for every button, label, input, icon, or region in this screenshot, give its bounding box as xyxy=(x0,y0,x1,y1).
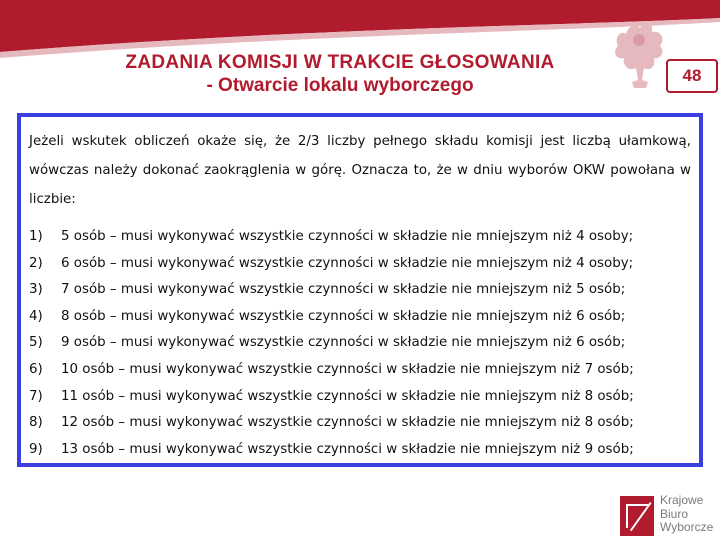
item-number: 7) xyxy=(29,388,43,404)
list-item xyxy=(29,304,691,331)
item-number: 3) xyxy=(29,282,43,298)
item-text: 10 osób – musi wykonywać wszystkie czynności w składzie nie mniejszym niż 7 osób; xyxy=(61,361,634,377)
item-text: 12 osób – musi wykonywać wszystkie czynności w składzie nie mniejszym niż 8 osób; xyxy=(61,415,634,431)
list-item xyxy=(29,251,691,278)
logo-line-1: Krajowe xyxy=(660,493,704,507)
logo-line-3: Wyborcze xyxy=(660,520,714,534)
list-item xyxy=(29,384,691,411)
list-item xyxy=(29,277,691,304)
item-number: 4) xyxy=(29,308,43,324)
item-text: 7 osób – musi wykonywać wszystkie czynności w składzie nie mniejszym niż 5 osób; xyxy=(61,282,626,298)
logo-line-2: Biuro xyxy=(660,506,689,521)
item-text: 13 osób – musi wykonywać wszystkie czynności w składzie nie mniejszym niż 9 osób; xyxy=(61,441,634,457)
item-text: 11 osób – musi wykonywać wszystkie czynności w składzie nie mniejszym niż 8 osób; xyxy=(61,388,634,404)
items-list xyxy=(29,224,691,463)
eagle-emblem-icon xyxy=(608,16,670,94)
page-number-badge: 48 xyxy=(666,59,718,93)
kbw-logo xyxy=(620,494,720,540)
item-text: 8 osób – musi wykonywać wszystkie czynności w składzie nie mniejszym niż 6 osób; xyxy=(61,308,626,324)
kbw-logo-text xyxy=(660,494,713,535)
item-number: 9) xyxy=(29,441,43,457)
intro-paragraph: Jeżeli wskutek obliczeń okaże się, że 2/3 liczby pełnego składu komisji jest liczbą ułamkową, wówczas należy dokonać zaokrąglenia w górę. Oznacza to, że w dniu wyborów OKW powołana w liczbie: xyxy=(29,134,691,207)
item-number: 1) xyxy=(29,229,43,244)
item-number: 6) xyxy=(29,361,43,377)
item-number: 2) xyxy=(29,255,43,271)
title-line-2: - Otwarcie lokalu wyborczego xyxy=(206,75,474,96)
list-item xyxy=(29,437,691,464)
slide-title xyxy=(60,52,620,98)
list-item xyxy=(29,330,691,357)
kbw-logo-mark-icon xyxy=(620,496,654,536)
item-text: 5 osób – musi wykonywać wszystkie czynności w składzie nie mniejszym niż 4 osoby; xyxy=(61,229,634,244)
item-number: 5) xyxy=(29,335,43,351)
item-number: 8) xyxy=(29,415,43,431)
list-item xyxy=(29,357,691,384)
list-item xyxy=(29,410,691,437)
list-item xyxy=(29,224,691,251)
title-line-1: ZADANIA KOMISJI W TRAKCIE GŁOSOWANIA xyxy=(125,52,555,73)
content-box xyxy=(17,113,703,467)
item-text: 6 osób – musi wykonywać wszystkie czynności w składzie nie mniejszym niż 4 osoby; xyxy=(61,255,634,271)
item-text: 9 osób – musi wykonywać wszystkie czynności w składzie nie mniejszym niż 6 osób; xyxy=(61,335,626,351)
